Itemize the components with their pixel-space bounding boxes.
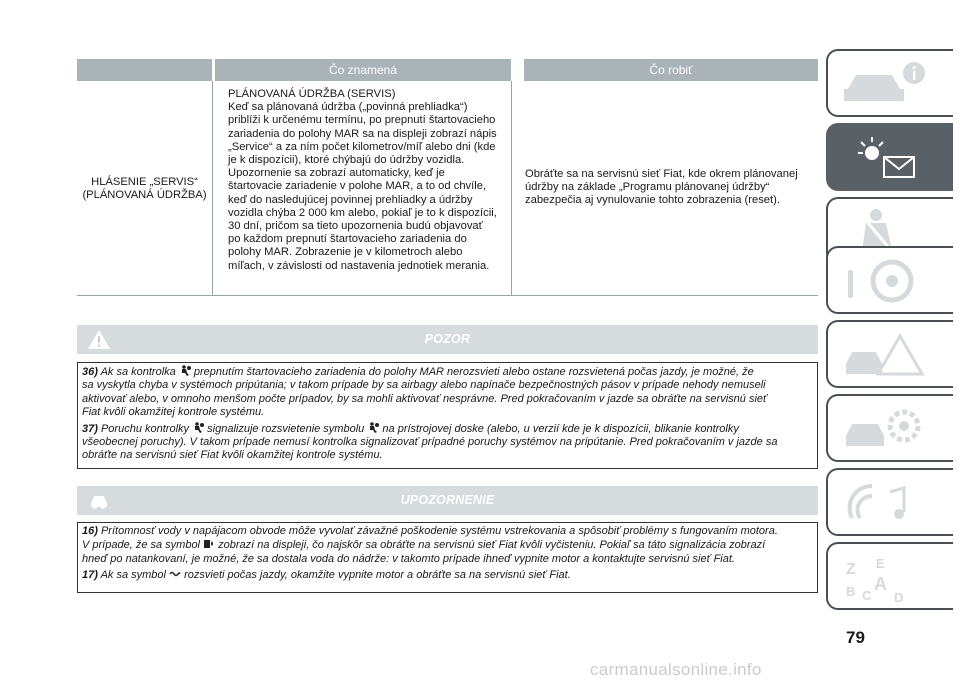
pozor-box: [77, 362, 818, 469]
table-header-col1: [77, 59, 212, 81]
service-car-icon: [842, 404, 932, 454]
note-number: 16): [82, 525, 98, 537]
meaning-line: po každom prepnutí štartovacieho zariadenia do: [228, 233, 467, 246]
meaning-text: [228, 88, 512, 273]
airbag-warning-icon: [367, 422, 379, 433]
meaning-line: 30 dní, pričom sa tieto upozornenia budú objavovať: [228, 220, 483, 233]
note-text: obráťte na servisnú sieť Fiat kvôli okamžitej kontrole systému.: [82, 449, 383, 462]
svg-text:A: A: [874, 574, 887, 594]
meaning-line: polohy MAR. Zobrazenie je v kilometroch alebo: [228, 246, 463, 259]
upozornenie-box: [77, 522, 818, 593]
note-text: prepnutím štartovacieho zariadenia do polohy MAR nerozsvieti alebo ostane rozsvietená počas jazdy, je možné, že: [193, 366, 754, 378]
steering-wheel-icon: [842, 256, 932, 306]
note-text: signalizuje rozsvietenie symbolu: [207, 422, 365, 435]
col3-header-label: Čo robiť: [649, 63, 693, 77]
pozor-title: POZOR: [424, 332, 471, 346]
meaning-line: Keď sa plánovaná údržba („povinná prehliadka“): [228, 101, 468, 114]
note-16: [82, 525, 813, 566]
action-line: zabezpečia aj vynulovanie tohto zobrazenia (reset).: [525, 194, 780, 207]
table-header-col3: [524, 59, 818, 81]
svg-text:Z: Z: [846, 561, 856, 578]
col2-header-label: Čo znamená: [328, 63, 398, 77]
note-text: zobrazí na displeji, čo najskôr sa obráťte na servisnú sieť Fiat kvôli vyčisteniu. Pokiaľ sa táto signalizácia zobrazí: [218, 539, 766, 552]
message-name: [77, 176, 212, 202]
note-text: hneď po natankovaní, je možné, že sa dostala voda do nádrže: v takomto prípade ihneď vypnite motor a kontaktujte servisnú sieť Fiat.: [82, 552, 735, 565]
sidebar-tab-maintenance[interactable]: [826, 394, 953, 462]
note-text: Prítomnosť vody v napájacom obvode môže vyvolať závažné poškodenie systému vstrekovania a spôsobiť problémy s fungovaním motora.: [100, 525, 778, 537]
meaning-line: zariadenia do polohy MAR sa na displeji zobrazí nápis: [228, 127, 497, 140]
svg-text:B: B: [846, 584, 856, 599]
note-number: 17): [82, 569, 98, 582]
meaning-line: priblíži k určenému termínu, po prepnutí štartovacieho: [228, 114, 496, 127]
upozornenie-banner: [77, 486, 818, 515]
note-36: [82, 365, 813, 420]
meaning-line: je k dispozícii), ktoré chýbajú do údržby vozidla.: [228, 154, 465, 167]
sidebar-tab-index[interactable]: [826, 542, 953, 610]
upozornenie-title: UPOZORNENIE: [400, 493, 495, 507]
meaning-line: Upozornenie sa zobrazí automaticky, keď je: [228, 167, 445, 180]
meaning-line: míľach, v závislosti od nastavenia jednotiek merania.: [228, 259, 490, 272]
meaning-line: PLÁNOVANÁ ÚDRŽBA (SERVIS): [228, 88, 396, 100]
note-text: Poruchu kontrolky: [100, 422, 190, 435]
watermark: carmanualsonline.info: [590, 660, 762, 679]
action-text: [525, 168, 818, 208]
meaning-line: štartovacie zariadenie v polohe MAR, a to od chvíle,: [228, 180, 487, 193]
message-name-line: (PLÁNOVANÁ ÚDRŽBA): [82, 189, 207, 202]
note-text: aktivovať alebo, v omnoho menšom počte prípadov, by sa mohli aktivovať nesprávne. Pred pokračovaním v jazde sa obráťte na servisnú sieť: [82, 392, 767, 405]
emergency-icon: [842, 330, 932, 380]
note-text: na prístrojovej doske (alebo, u verzií kde je k dispozícii, blikanie kontrolky: [382, 422, 739, 435]
page-number: 79: [846, 628, 865, 647]
table-bottom-rule: [77, 295, 818, 296]
note-text: Ak sa symbol: [100, 569, 166, 582]
note-text: V prípade, že sa symbol: [82, 539, 201, 552]
multimedia-icon: [842, 478, 932, 528]
note-17: [82, 568, 813, 582]
column-divider: [212, 81, 213, 295]
svg-text:E: E: [876, 556, 885, 571]
note-text: rozsvieti počas jazdy, okamžite vypnite motor a obráťte sa na servisnú sieť Fiat.: [184, 569, 571, 582]
glow-plug-icon: [169, 568, 181, 579]
note-text: Fiat kvôli okamžitej kontrole systému.: [82, 406, 265, 419]
meaning-line: „Service“ a za ním počet kilometrov/míľ alebo dni (kde: [228, 140, 496, 153]
warning-lights-icon: [842, 133, 932, 183]
airbag-warning-icon: [192, 422, 204, 433]
note-text: všeobecnej poruchy). V takom prípade nemusí kontrolka signalizovať prípadné poruchy systémov na pripútanie. Pred pokračovaním v jazde sa: [82, 436, 778, 449]
car-info-icon: [842, 59, 932, 109]
sidebar-tab-emergency[interactable]: [826, 320, 953, 388]
note-text: Ak sa kontrolka: [100, 366, 176, 378]
meaning-line: vozidla chýba 2 000 km alebo, pokiaľ je to k dispozícii,: [228, 206, 497, 219]
note-text: sa vyskytla chyba v systémoch pripútania; v takom prípade by sa airbagy alebo napínače bezpečnostných pásov v prípade nehody nemuseli: [82, 379, 766, 392]
table-header-col2: [215, 59, 511, 81]
water-in-fuel-icon: [203, 538, 215, 549]
svg-text:D: D: [894, 590, 904, 602]
note-number: 37): [82, 422, 98, 435]
svg-text:C: C: [862, 588, 872, 602]
action-line: Obráťte sa na servisnú sieť Fiat, kde okrem plánovanej: [525, 168, 798, 180]
sidebar-tab-car-info[interactable]: [826, 49, 953, 117]
sidebar-tab-warning-lights[interactable]: [826, 123, 953, 191]
pozor-banner: [77, 325, 818, 354]
airbag-warning-icon: [179, 365, 191, 376]
sidebar-tab-driving[interactable]: [826, 246, 953, 314]
action-line: údržby na základe „Programu plánovanej údržby“: [525, 181, 770, 194]
index-letters-icon: [842, 552, 932, 602]
note-37: [82, 422, 813, 463]
sidebar-tab-multimedia[interactable]: [826, 468, 953, 536]
note-number: 36): [82, 366, 98, 378]
meaning-line: keď do nasledujúcej povinnej prehliadky a údržby: [228, 193, 473, 206]
message-name-line: HLÁSENIE „SERVIS“: [91, 176, 198, 188]
